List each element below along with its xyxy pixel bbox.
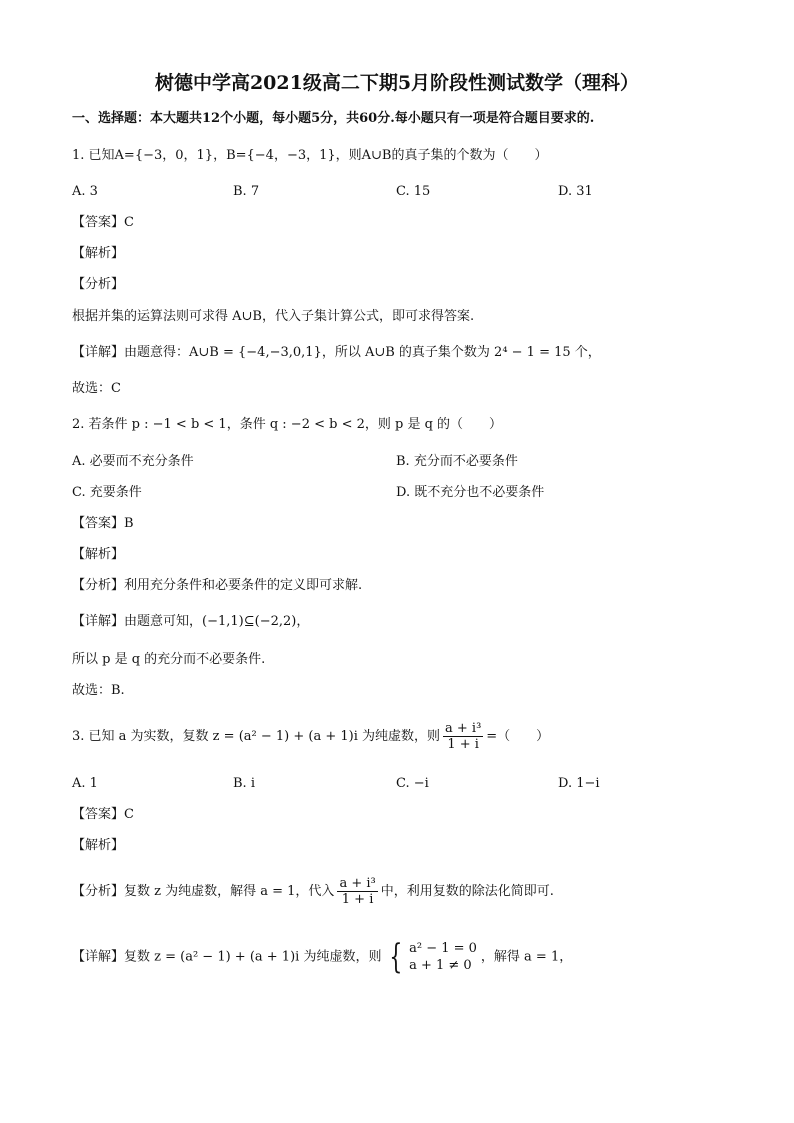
q3-option-a: A. 1 [72, 776, 98, 791]
q3-fenxi-fraction-den: 1 + i [341, 892, 374, 907]
q3-fenxi-tail: 中，利用复数的除法化简即可. [380, 884, 554, 899]
q1-option-b: B. 7 [233, 184, 260, 199]
q1-detail [72, 344, 601, 362]
q3-jiexi: 【解析】 [72, 838, 125, 853]
q3-stem-tail: =（ ） [486, 729, 550, 744]
q2-detail [72, 613, 309, 631]
q1-detail-label: 【详解】 [72, 345, 125, 360]
q3-stem-text: 3. 已知 a 为实数，复数 z = (a² − 1) + (a + 1)i 为纯虚数，则 [72, 729, 440, 744]
q3-system-eq2: a + 1 ≠ 0 [409, 958, 472, 973]
q3-detail [72, 937, 573, 977]
q3-option-d: D. 1−i [558, 776, 600, 791]
q3-system-eq1: a² − 1 = 0 [409, 941, 477, 956]
q1-option-d: D. 31 [558, 184, 593, 199]
q3-fraction-den: 1 + i [447, 737, 479, 752]
q1-option-c: C. 15 [396, 184, 431, 199]
q1-choose: 故选：C [72, 381, 121, 396]
q2-stem: 2. 若条件 p : −1 < b < 1，条件 q : −2 < b < 2，则 p 是 q 的（ ） [72, 417, 503, 432]
q1-fenxi-label: 【分析】 [72, 277, 125, 292]
q2-option-c: C. 充要条件 [72, 485, 142, 500]
q3-fraction-num: a + i³ [445, 721, 482, 736]
q1-option-a: A. 3 [72, 184, 98, 199]
q3-detail-tail: ，解得 a = 1， [480, 949, 573, 965]
q3-fenxi-text: 【分析】复数 z 为纯虚数，解得 a = 1，代入 [72, 884, 335, 899]
q2-conclusion: 所以 p 是 q 的充分而不必要条件. [72, 652, 266, 667]
q1-fenxi: 根据并集的运算法则可求得 A∪B，代入子集计算公式，即可求得答案. [72, 309, 475, 324]
q3-fenxi-fraction [337, 876, 377, 907]
section-heading: 一、选择题：本大题共12个小题，每小题5分，共60分.每小题只有一项是符合题目要求的. [72, 111, 595, 126]
q1-answer: 【答案】C [72, 215, 134, 230]
page-title: 树德中学高2021级高二下期5月阶段性测试数学（理科） [154, 72, 640, 94]
q2-fenxi: 【分析】利用充分条件和必要条件的定义即可求解. [72, 578, 363, 593]
q3-fenxi [72, 876, 554, 907]
q3-answer: 【答案】C [72, 807, 134, 822]
q3-option-c: C. −i [396, 776, 429, 791]
q1-detail-text: 由题意得：A∪B = {−4,−3,0,1}，所以 A∪B 的真子集个数为 2⁴ − 1 = 15 个， [124, 345, 601, 360]
q3-stem [72, 721, 549, 752]
q3-detail-text: 【详解】复数 z = (a² − 1) + (a + 1)i 为纯虚数，则 [72, 949, 382, 965]
q2-detail-text: 由题意可知，(−1,1)⊆(−2,2)， [124, 614, 310, 629]
q2-option-a: A. 必要而不充分条件 [72, 454, 194, 469]
q1-stem: 1. 已知A={−3，0，1}，B={−4，−3，1}，则A∪B的真子集的个数为（ ） [72, 148, 548, 163]
q3-equation-system [385, 937, 477, 977]
q3-fenxi-fraction-num: a + i³ [339, 876, 376, 891]
q2-detail-label: 【详解】 [72, 614, 125, 629]
brace-symbol: { [389, 937, 403, 977]
q2-choose: 故选：B. [72, 683, 125, 698]
q2-option-d: D. 既不充分也不必要条件 [396, 485, 545, 500]
q3-fraction [443, 721, 483, 752]
q2-jiexi: 【解析】 [72, 547, 125, 562]
q2-option-b: B. 充分而不必要条件 [396, 454, 518, 469]
q3-option-b: B. i [233, 776, 255, 791]
q1-jiexi: 【解析】 [72, 246, 125, 261]
q2-answer: 【答案】B [72, 516, 134, 531]
